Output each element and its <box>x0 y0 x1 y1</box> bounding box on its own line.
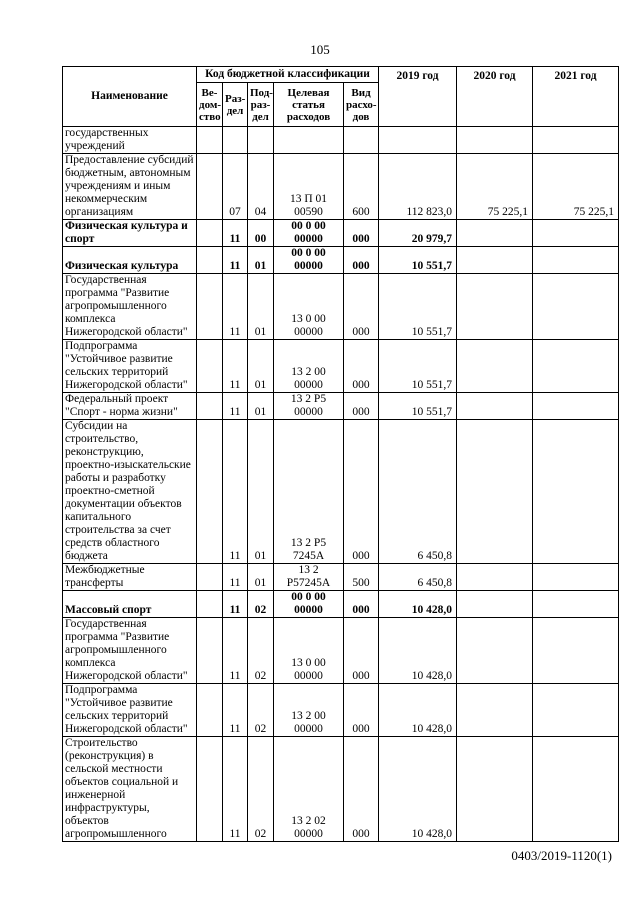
table-row <box>63 127 619 154</box>
cell-y2019: 10 551,7 <box>379 340 457 393</box>
header-razdel: Раз-дел <box>223 83 248 127</box>
cell-ved <box>197 684 223 737</box>
cell-vid <box>344 127 379 154</box>
cell-target: 00 0 00 00000 <box>274 591 344 618</box>
cell-y2021 <box>533 564 619 591</box>
page-number: 105 <box>310 42 330 57</box>
cell-podr: 01 <box>248 274 274 340</box>
cell-name: Федеральный проект "Спорт - норма жизни" <box>63 393 197 420</box>
cell-y2020: 75 225,1 <box>457 154 533 220</box>
cell-razdel: 11 <box>223 393 248 420</box>
cell-vid: 000 <box>344 420 379 564</box>
cell-vid: 000 <box>344 591 379 618</box>
cell-y2021 <box>533 274 619 340</box>
header-target: Целевая статья расходов <box>274 83 344 127</box>
cell-name: Физическая культура и спорт <box>63 220 197 247</box>
cell-name: Строительство (реконструкция) в сельской местности объектов социальной и инженерной инфраструктуры, объектов агропромышленного <box>63 737 197 842</box>
cell-y2021 <box>533 420 619 564</box>
cell-target: 00 0 00 00000 <box>274 247 344 274</box>
cell-y2019: 20 979,7 <box>379 220 457 247</box>
cell-vid: 000 <box>344 393 379 420</box>
cell-target: 13 П 01 00590 <box>274 154 344 220</box>
cell-y2020 <box>457 247 533 274</box>
cell-y2019 <box>379 127 457 154</box>
cell-y2019: 6 450,8 <box>379 420 457 564</box>
cell-podr: 00 <box>248 220 274 247</box>
cell-podr: 01 <box>248 564 274 591</box>
cell-ved <box>197 247 223 274</box>
cell-razdel: 11 <box>223 220 248 247</box>
table-row <box>63 393 619 420</box>
header-name: Наименование <box>63 67 197 127</box>
cell-name: Физическая культура <box>63 247 197 274</box>
cell-y2021 <box>533 737 619 842</box>
cell-vid: 000 <box>344 340 379 393</box>
cell-y2019: 10 428,0 <box>379 591 457 618</box>
cell-podr: 02 <box>248 684 274 737</box>
table-row <box>63 154 619 220</box>
cell-ved <box>197 220 223 247</box>
footer-code: 0403/2019-1120(1) <box>511 848 612 863</box>
cell-target: 13 2 00 00000 <box>274 340 344 393</box>
cell-y2019: 10 551,7 <box>379 393 457 420</box>
cell-ved <box>197 618 223 684</box>
cell-y2021 <box>533 618 619 684</box>
cell-y2020 <box>457 127 533 154</box>
cell-target: 13 2 P5 00000 <box>274 393 344 420</box>
cell-y2021 <box>533 127 619 154</box>
budget-table <box>62 66 619 842</box>
header-code-group: Код бюджетной классификации <box>197 67 379 83</box>
cell-podr: 02 <box>248 618 274 684</box>
cell-target: 13 0 00 00000 <box>274 274 344 340</box>
cell-y2020 <box>457 737 533 842</box>
cell-podr <box>248 127 274 154</box>
cell-podr: 04 <box>248 154 274 220</box>
cell-y2021 <box>533 393 619 420</box>
cell-razdel: 07 <box>223 154 248 220</box>
cell-name: Предоставление субсидий бюджетным, автономным учреждениям и иным некоммерческим организациям <box>63 154 197 220</box>
cell-podr: 01 <box>248 420 274 564</box>
cell-name: Межбюджетные трансферты <box>63 564 197 591</box>
cell-target <box>274 127 344 154</box>
header-2020: 2020 год <box>457 67 533 127</box>
cell-ved <box>197 393 223 420</box>
header-2019: 2019 год <box>379 67 457 127</box>
cell-vid: 000 <box>344 737 379 842</box>
cell-target: 00 0 00 00000 <box>274 220 344 247</box>
cell-y2019: 112 823,0 <box>379 154 457 220</box>
cell-y2020 <box>457 274 533 340</box>
cell-y2021 <box>533 220 619 247</box>
cell-name: Государственная программа "Развитие агропромышленного комплекса Нижегородской области" <box>63 618 197 684</box>
cell-y2020 <box>457 393 533 420</box>
cell-ved <box>197 274 223 340</box>
cell-target: 13 2 P57245A <box>274 564 344 591</box>
cell-y2021 <box>533 247 619 274</box>
cell-y2019: 10 551,7 <box>379 274 457 340</box>
table-row <box>63 564 619 591</box>
cell-y2020 <box>457 618 533 684</box>
cell-name: государственных учреждений <box>63 127 197 154</box>
header-2021: 2021 год <box>533 67 619 127</box>
cell-vid: 600 <box>344 154 379 220</box>
cell-vid: 000 <box>344 274 379 340</box>
cell-podr: 01 <box>248 340 274 393</box>
cell-razdel: 11 <box>223 340 248 393</box>
cell-y2020 <box>457 220 533 247</box>
cell-razdel: 11 <box>223 684 248 737</box>
cell-name: Государственная программа "Развитие агропромышленного комплекса Нижегородской области" <box>63 274 197 340</box>
cell-vid: 500 <box>344 564 379 591</box>
table-row <box>63 684 619 737</box>
cell-razdel: 11 <box>223 420 248 564</box>
cell-razdel: 11 <box>223 737 248 842</box>
cell-y2020 <box>457 564 533 591</box>
cell-y2019: 6 450,8 <box>379 564 457 591</box>
table-row <box>63 737 619 842</box>
cell-name: Массовый спорт <box>63 591 197 618</box>
cell-target: 13 2 02 00000 <box>274 737 344 842</box>
table-row <box>63 420 619 564</box>
table-row <box>63 618 619 684</box>
cell-ved <box>197 564 223 591</box>
cell-name: Подпрограмма "Устойчивое развитие сельских территорий Нижегородской области" <box>63 684 197 737</box>
cell-target: 13 0 00 00000 <box>274 618 344 684</box>
cell-podr: 02 <box>248 591 274 618</box>
cell-podr: 01 <box>248 247 274 274</box>
table-row <box>63 340 619 393</box>
cell-razdel <box>223 127 248 154</box>
cell-y2021 <box>533 591 619 618</box>
cell-ved <box>197 127 223 154</box>
cell-y2021 <box>533 340 619 393</box>
cell-vid: 000 <box>344 220 379 247</box>
cell-ved <box>197 591 223 618</box>
cell-y2021 <box>533 684 619 737</box>
cell-y2020 <box>457 684 533 737</box>
cell-target: 13 2 00 00000 <box>274 684 344 737</box>
cell-ved <box>197 154 223 220</box>
cell-y2019: 10 428,0 <box>379 684 457 737</box>
cell-y2019: 10 551,7 <box>379 247 457 274</box>
cell-y2020 <box>457 591 533 618</box>
cell-podr: 02 <box>248 737 274 842</box>
cell-ved <box>197 420 223 564</box>
cell-y2021: 75 225,1 <box>533 154 619 220</box>
cell-ved <box>197 340 223 393</box>
cell-podr: 01 <box>248 393 274 420</box>
cell-ved <box>197 737 223 842</box>
table-row <box>63 220 619 247</box>
cell-razdel: 11 <box>223 274 248 340</box>
cell-vid: 000 <box>344 618 379 684</box>
cell-name: Субсидии на строительство, реконструкцию, проектно-изыскательские работы и разработку проектно-сметной документации объектов капитального строительства за счет средств областного бюджета <box>63 420 197 564</box>
cell-vid: 000 <box>344 684 379 737</box>
cell-y2019: 10 428,0 <box>379 737 457 842</box>
table-row <box>63 247 619 274</box>
cell-razdel: 11 <box>223 591 248 618</box>
cell-y2020 <box>457 420 533 564</box>
cell-razdel: 11 <box>223 564 248 591</box>
cell-razdel: 11 <box>223 247 248 274</box>
table-row <box>63 274 619 340</box>
table-row <box>63 591 619 618</box>
cell-razdel: 11 <box>223 618 248 684</box>
cell-target: 13 2 P5 7245A <box>274 420 344 564</box>
header-vedomstvo: Ве-дом-ство <box>197 83 223 127</box>
cell-vid: 000 <box>344 247 379 274</box>
header-vid: Вид расхо-дов <box>344 83 379 127</box>
header-podrazdel: Под-раз-дел <box>248 83 274 127</box>
cell-y2019: 10 428,0 <box>379 618 457 684</box>
cell-y2020 <box>457 340 533 393</box>
cell-name: Подпрограмма "Устойчивое развитие сельских территорий Нижегородской области" <box>63 340 197 393</box>
